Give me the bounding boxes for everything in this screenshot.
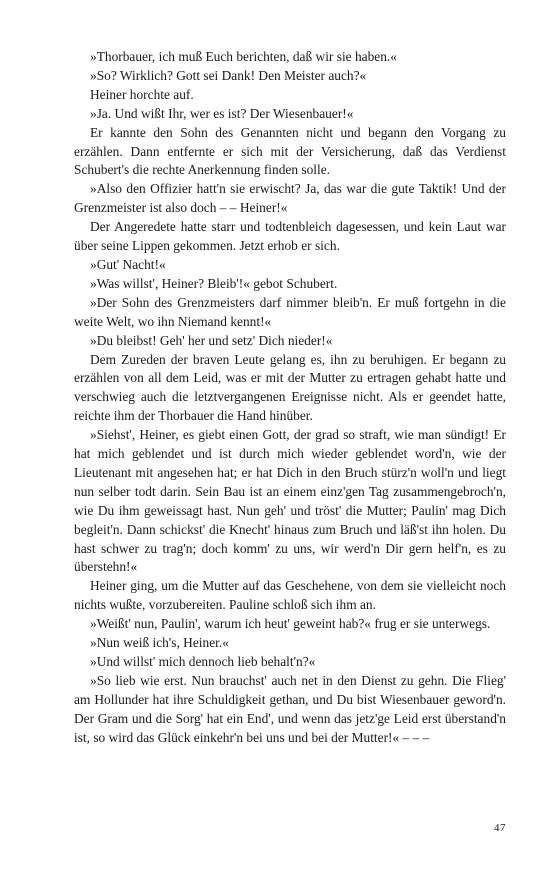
page-body <box>74 48 506 748</box>
paragraph-3: Heiner horchte auf. <box>90 86 194 102</box>
paragraph-8: »Gut' Nacht!« <box>90 256 166 272</box>
paragraph-6: »Also den Offizier hatt'n sie erwischt? Ja, das war die gute Taktik! Und der Grenzmeister ist also doch – – Heiner!« <box>74 181 506 216</box>
paragraph-12: Dem Zureden der braven Leute gelang es, ihn zu beruhigen. Er begann zu erzählen von all dem Leid, was er mit der Mutter zu ertragen gehabt hatte und verschwieg auch die letztvergangenen Ereignisse nicht. Als er geendet hatte, reichte ihm der Thorbauer die Hand hinüber. <box>74 351 506 424</box>
paragraph-11: »Du bleibst! Geh' her und setz' Dich nieder!« <box>90 332 333 348</box>
paragraph-18: »So lieb wie erst. Nun brauchst' auch net in den Dienst zu gehn. Die Flieg' am Hollunder hat ihre Schuldigkeit gethan, und Du bist Wiesenbauer geword'n. Der Gram und die Sorg' hat ein End', und wenn das jetz'ge Leid erst überstand'n ist, so wird das Glück einkehr'n bei uns und bei der Mutter!« – – – <box>74 672 506 745</box>
paragraph-7: Der Angeredete hatte starr und todtenbleich dagesessen, und kein Laut war über seine Lippen gekommen. Jetzt erhob er sich. <box>74 219 506 254</box>
paragraph-17: »Und willst' mich dennoch lieb behalt'n?« <box>90 654 316 669</box>
paragraph-5: Er kannte den Sohn des Genannten nicht und begann den Vorgang zu erzählen. Dann entfernte er sich mit der Versicherung, daß das Verdienst Schubert's die rechte Anerkennung finden solle. <box>74 124 506 178</box>
paragraph-15: »Weißt' nun, Paulin', warum ich heut' geweint hab?« frug er sie unterwegs. <box>90 616 491 632</box>
paragraph-10: »Der Sohn des Grenzmeisters darf nimmer bleib'n. Er muß fortgehn in die weite Welt, wo ihn Niemand kennt!« <box>74 294 506 329</box>
paragraph-4: »Ja. Und wißt Ihr, wer es ist? Der Wiesenbauer!« <box>90 105 354 121</box>
paragraph-13: »Siehst', Heiner, es giebt einen Gott, der grad so straft, wie man sündigt! Er hat mich geblendet und ist durch mich wieder geblendet word'n, wie der Lieutenant mit angesehen hat; er hat Dich in den Bruch stürz'n woll'n und liegt nun selber todt darin. Sein Bau ist an einem einz'gen Tag zusammengebroch'n, wie Du ihm geweissagt hast. Nun geh' und tröst' die Mutter; Paulin' mag Dich begleit'n. Dann schickst' die Knecht' hinaus zum Bruch und läß'st ihn holen. Du hast schwer zu trag'n; doch komm' zu uns, wir werd'n Dir gern helf'n, es zu überstehn!« <box>74 427 506 575</box>
page-number: 47 <box>494 822 506 834</box>
paragraph-14: Heiner ging, um die Mutter auf das Geschehene, von dem sie vielleicht noch nichts wußte, vorzubereiten. Pauline schloß sich ihm an. <box>74 578 506 613</box>
paragraph-9: »Was willst', Heiner? Bleib'!« gebot Schubert. <box>90 275 338 291</box>
paragraph-2: »So? Wirklich? Gott sei Dank! Den Meister auch?« <box>90 67 367 83</box>
paragraph-1: »Thorbauer, ich muß Euch berichten, daß wir sie haben.« <box>90 49 397 64</box>
paragraph-16: »Nun weiß ich's, Heiner.« <box>90 635 229 651</box>
